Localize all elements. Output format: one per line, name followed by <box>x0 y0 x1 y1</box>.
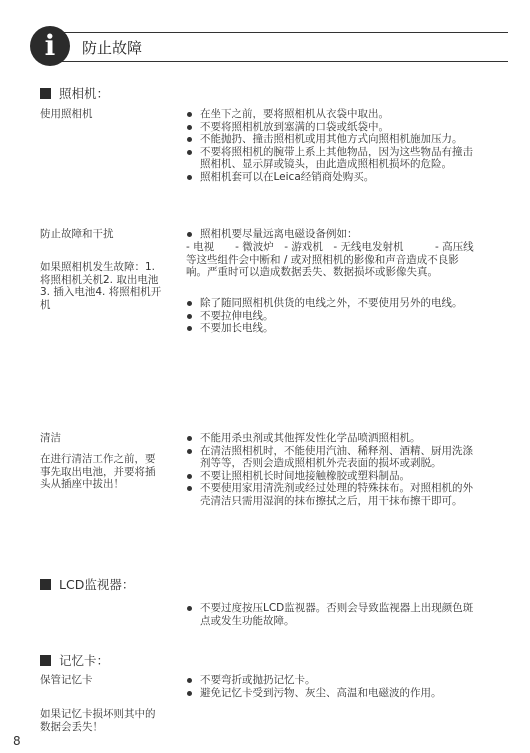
section-square-icon <box>40 88 51 99</box>
page-number: 8 <box>13 734 21 748</box>
list-item: 不要使用家用清洗剂或经过处理的特殊抹布。对照相机的外壳清洁只需用湿润的抹布擦拭之后，用干抹布擦干即可。 <box>186 482 476 507</box>
camera-heading-text: 照相机： <box>59 86 110 101</box>
list-item: 不要加长电线。 <box>186 322 476 335</box>
list-item: 照相机套可以在Leica经销商处购买。 <box>186 171 476 184</box>
list-item: 在清洁照相机时，不能使用汽油、稀释剂、酒精、厨用洗涤剂等等，否则会造成照相机外壳表面的损坏或剥脱。 <box>186 445 476 470</box>
list-item: 不要弯折或抛扔记忆卡。 <box>186 674 486 687</box>
list-item: 不要将照相机的腕带上系上其他物品，因为这些物品有撞击照相机、显示屏或镜头，由此造成照相机损坏的危险。 <box>186 146 476 171</box>
list-item: 不要过度按压LCD监视器。否则会导致监视器上出现颜色斑点或发生功能故障。 <box>186 602 476 627</box>
protect-card-label: 保管记忆卡 <box>40 674 93 686</box>
interference-label: 防止故障和干扰 <box>40 228 114 240</box>
page-title: 防止故障 <box>82 39 143 57</box>
section-heading-camera <box>40 84 109 102</box>
lcd-heading-text: LCD监视器： <box>59 577 135 592</box>
interference-list <box>186 228 476 241</box>
section-heading-lcd <box>40 575 134 593</box>
list-item: 照相机要尽量远离电磁设备例如： <box>186 228 476 241</box>
section-square-icon <box>40 579 51 590</box>
cable-list <box>186 297 476 335</box>
lcd-list <box>186 602 476 627</box>
list-item: 不要让照相机长时间地接触橡胶或塑料制品。 <box>186 470 476 483</box>
list-item: 不要将照相机放到塞满的口袋或纸袋中。 <box>186 121 476 134</box>
fault-note: 如果照相机发生故障：1. 将照相机关机2. 取出电池3. 插入电池4. 将照相机开机 <box>40 261 162 311</box>
use-camera-list <box>186 108 476 183</box>
list-item: 避免记忆卡受到污物、灰尘、高温和电磁波的作用。 <box>186 687 486 700</box>
clean-note: 在进行清洁工作之前，要事先取出电池，并要将插头从插座中拔出！ <box>40 453 156 490</box>
list-item: 不要拉伸电线。 <box>186 310 476 323</box>
interference-devices: - 电视 - 微波炉 - 游戏机 - 无线电发射机 - 高压线等这些组件会中断和 / 或对照相机的影像和声音造成不良影响。严重时可以造成数据丢失、数据损坏或影像失真。 <box>186 241 474 278</box>
info-icon: i <box>30 26 70 66</box>
list-item: 不能用杀虫剂或其他挥发性化学品喷洒照相机。 <box>186 432 476 445</box>
clean-list <box>186 432 476 507</box>
use-camera-label: 使用照相机 <box>40 108 93 120</box>
list-item: 不能抛扔、撞击照相机或用其他方式向照相机施加压力。 <box>186 133 476 146</box>
clean-label: 清洁 <box>40 432 61 444</box>
list-item: 除了随同照相机供货的电线之外，不要使用另外的电线。 <box>186 297 476 310</box>
memory-heading-text: 记忆卡： <box>59 653 110 668</box>
list-item: 在坐下之前，要将照相机从衣袋中取出。 <box>186 108 476 121</box>
memory-list <box>186 674 486 699</box>
section-heading-memory <box>40 651 109 669</box>
card-damage-note: 如果记忆卡损坏则其中的数据会丢失！ <box>40 708 156 733</box>
section-square-icon <box>40 655 51 666</box>
